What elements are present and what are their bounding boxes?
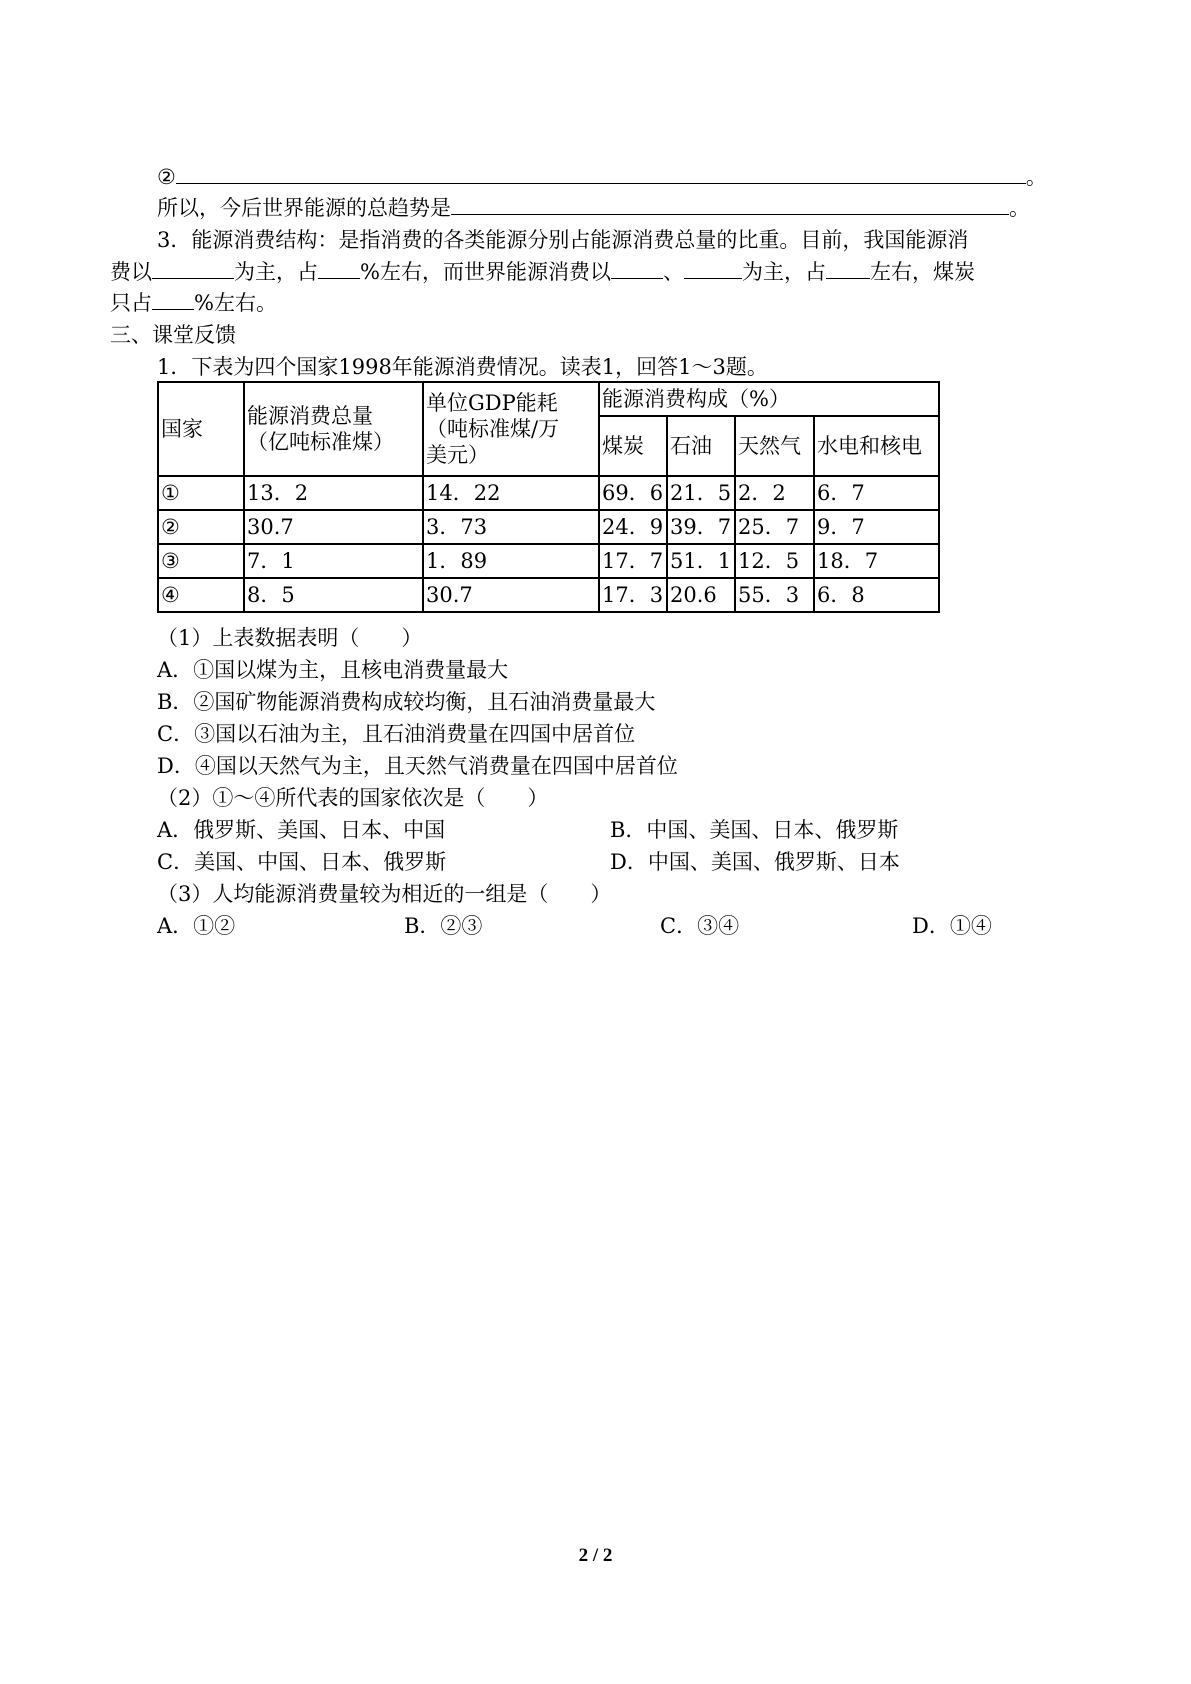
answer-blank[interactable] [176,163,1026,184]
text-segment: 费以 [110,260,152,284]
subheader-hydro-nuclear: 水电和核电 [814,416,939,476]
option-2a[interactable]: A．俄罗斯、美国、日本、中国 [157,818,446,842]
table-cell: 6．8 [814,578,939,612]
table-cell: 21．5 [667,476,735,510]
option-2b[interactable]: B．中国、美国、日本、俄罗斯 [610,818,899,842]
table-cell: ① [158,476,244,510]
point-3-line-2 [110,258,975,286]
table-cell: 17．3 [599,578,667,612]
header-gdp-line: （吨标准煤/万 [426,417,560,441]
energy-consumption-table [157,381,940,613]
table-cell: 39．7 [667,510,735,544]
text-segment: %左右，而世界能源消费以 [360,260,611,284]
table-cell: 6．7 [814,476,939,510]
table-row [158,476,939,510]
header-country: 国家 [158,382,244,476]
page-number: 2 / 2 [578,1545,613,1566]
table-cell: 7．1 [244,544,423,578]
sub-question-3: （3）人均能源消费量较为相近的一组是（ ） [157,882,612,906]
text-segment: 为主，占 [234,260,318,284]
table-cell: 30.7 [423,578,599,612]
header-total-line: （亿吨标准煤） [247,430,394,454]
point-3-line-1: 3．能源消费结构：是指消费的各类能源分别占能源消费总量的比重。目前，我国能源消 [157,228,969,252]
answer-blank[interactable] [152,258,234,279]
item-2-end: 。 [1025,165,1047,189]
option-3d[interactable]: D．①④ [912,914,992,938]
table-row [158,510,939,544]
table-cell: 25．7 [735,510,814,544]
trend-prefix: 所以，今后世界能源的总趋势是 [157,196,451,220]
text-segment: 为主，占 [741,260,826,284]
table-cell: 18．7 [814,544,939,578]
option-3c[interactable]: C．③④ [660,914,740,938]
table-cell: ④ [158,578,244,612]
table-cell: 2．2 [735,476,814,510]
trend-line [157,194,1030,222]
answer-blank[interactable] [318,258,360,279]
option-2c[interactable]: C．美国、中国、日本、俄罗斯 [157,850,447,874]
header-total-line: 能源消费总量 [247,404,373,428]
table-cell: 20.6 [667,578,735,612]
subheader-oil: 石油 [667,416,735,476]
option-1a[interactable]: A．①国以煤为主，且核电消费量最大 [157,658,509,682]
table-cell: ③ [158,544,244,578]
table-row [158,544,939,578]
item-2-marker: ② [157,165,176,189]
table-cell: ② [158,510,244,544]
answer-blank[interactable] [611,258,663,279]
text-segment: 左右，煤炭 [869,260,975,284]
answer-blank[interactable] [152,289,194,310]
table-cell: 8．5 [244,578,423,612]
table-cell: 30.7 [244,510,423,544]
header-structure: 能源消费构成（%） [599,382,939,416]
header-gdp-line: 单位GDP能耗 [426,391,558,415]
answer-blank[interactable] [684,258,742,279]
header-gdp-energy [423,382,599,476]
text-segment: 只占 [110,291,152,315]
point-3-line-3 [110,289,277,317]
answer-blank[interactable] [826,258,870,279]
option-3b[interactable]: B．②③ [404,914,483,938]
text-segment: %左右。 [194,291,277,315]
trend-end: 。 [1009,196,1030,220]
text-segment: 、 [662,260,684,284]
item-2-line [157,163,1047,191]
table-cell: 1．89 [423,544,599,578]
subheader-coal: 煤炭 [599,416,667,476]
table-cell: 17．7 [599,544,667,578]
table-row [158,578,939,612]
table-cell: 69．6 [599,476,667,510]
question-1-intro: 1．下表为四个国家1998年能源消费情况。读表1，回答1～3题。 [157,355,768,379]
section-3-heading: 三、课堂反馈 [110,323,236,347]
header-gdp-line: 美元） [426,443,489,467]
sub-question-1: （1）上表数据表明（ ） [157,626,423,650]
table-cell: 3．73 [423,510,599,544]
table-cell: 55．3 [735,578,814,612]
subheader-gas: 天然气 [735,416,814,476]
option-2d[interactable]: D．中国、美国、俄罗斯、日本 [610,850,900,874]
table-cell: 13．2 [244,476,423,510]
option-3a[interactable]: A．①② [157,914,236,938]
answer-blank[interactable] [451,194,1009,215]
table-cell: 51．1 [667,544,735,578]
table-cell: 9．7 [814,510,939,544]
table-cell: 14．22 [423,476,599,510]
option-1b[interactable]: B．②国矿物能源消费构成较均衡，且石油消费量最大 [157,690,656,714]
sub-question-2: （2）①～④所代表的国家依次是（ ） [157,786,549,810]
table-cell: 24．9 [599,510,667,544]
header-total-consumption [244,382,423,476]
option-1c[interactable]: C．③国以石油为主，且石油消费量在四国中居首位 [157,722,636,746]
option-1d[interactable]: D．④国以天然气为主，且天然气消费量在四国中居首位 [157,754,678,778]
table-cell: 12．5 [735,544,814,578]
